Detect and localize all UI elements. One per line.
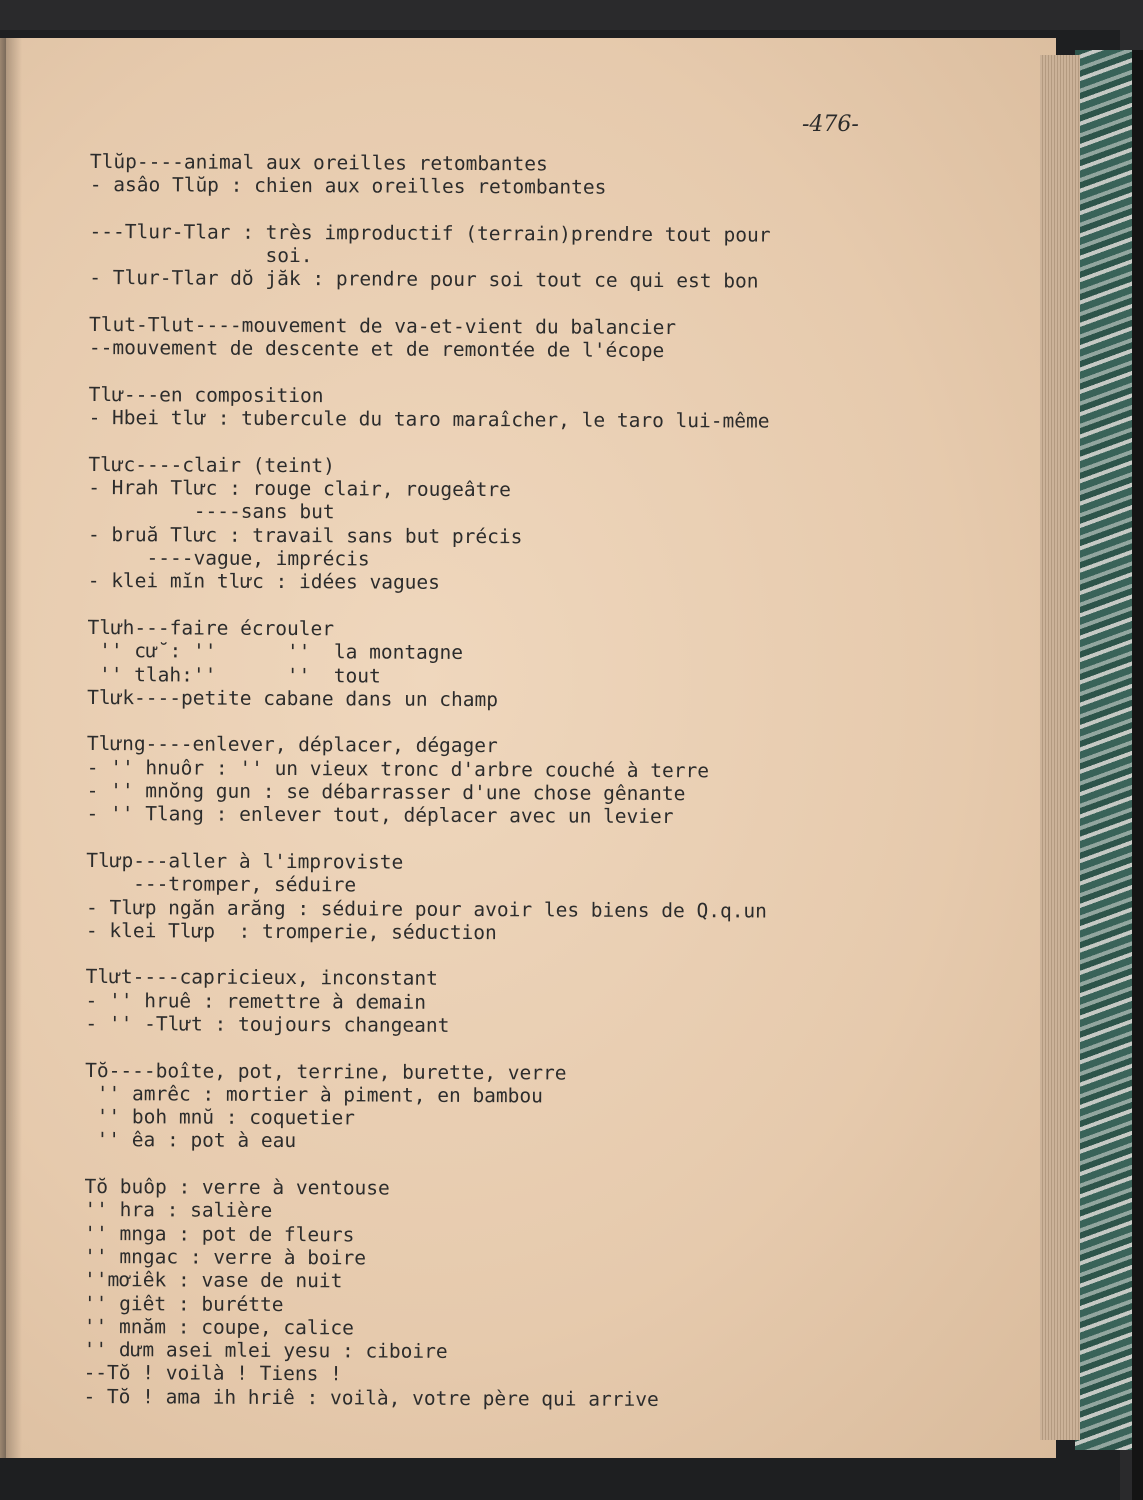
page-gutter: [0, 38, 22, 1458]
text-line: Tlŭp----animal aux oreilles retombantes: [89, 150, 548, 176]
typed-text-body: [83, 150, 770, 1412]
text-line: Tlưk----petite cabane dans un champ: [87, 685, 499, 711]
text-line: - klei Tlưp : tromperie, séduction: [85, 918, 497, 944]
text-line: - Tlur-Tlar dŏ jăk : prendre pour soi tout ce qui est bon: [89, 266, 759, 293]
text-line: Tlưt----capricieux, inconstant: [85, 965, 438, 991]
text-line: '' mngac : verre à boire: [84, 1244, 367, 1270]
text-line: - Hbei tlư : tubercule du taro maraîcher, le taro lui-même: [88, 406, 770, 433]
text-line: - Hrah Tlưc : rouge clair, rougeâtre: [88, 476, 511, 502]
text-line: soi.: [89, 243, 313, 268]
text-line: --mouvement de descente et de remontée de l'écope: [88, 336, 665, 363]
text-line: [90, 197, 771, 224]
text-line: Tŏ buôp : verre à ventouse: [84, 1175, 390, 1200]
text-line: Tlưh---faire écrouler: [87, 615, 335, 641]
page-stack-edge: [1040, 55, 1080, 1440]
cover-edge: [1132, 50, 1143, 1500]
text-line: - klei mĭn tlưc : idées vagues: [87, 569, 441, 595]
text-line: ---tromper, séduire: [86, 872, 357, 897]
text-line: '' dưm asei mlei yesu : ciboire: [83, 1338, 448, 1364]
text-line: Tlưc----clair (teint): [88, 452, 335, 478]
text-line: [89, 360, 770, 387]
text-line: [85, 1035, 766, 1062]
text-line: '' cư̆ : '' '' la montagne: [87, 639, 464, 665]
text-line: '' boh mnŭ : coquetier: [84, 1105, 356, 1130]
marbled-edge: [1075, 50, 1135, 1450]
text-line: [85, 1152, 766, 1179]
text-line: - '' Tlang : enlever tout, déplacer avec un levier: [86, 802, 674, 829]
text-line: - '' hruê : remettre à demain: [85, 988, 427, 1014]
text-line: '' mnga : pot de fleurs: [84, 1221, 355, 1247]
text-line: [89, 290, 770, 317]
text-line: Tlưng----enlever, déplacer, dégager: [86, 732, 498, 758]
text-line: [87, 709, 768, 736]
text-line: - '' mnŏng gun : se débarrasser d'une chose gênante: [86, 779, 686, 806]
text-line: [86, 826, 767, 853]
text-line: - Tŏ ! ama ih hriê : voilà, votre père qui arrive: [83, 1384, 659, 1411]
text-line: '' mnăm : coupe, calice: [83, 1314, 354, 1340]
text-line: [86, 942, 767, 969]
text-line: ''mơiêk : vase de nuit: [84, 1268, 343, 1293]
text-line: [88, 593, 769, 620]
text-line: Tlưp---aller à l'improviste: [86, 848, 404, 874]
text-line: - asâo Tlŭp : chien aux oreilles retombantes: [89, 173, 607, 200]
text-line: ----vague, imprécis: [87, 546, 370, 571]
text-line: '' amrêc : mortier à piment, en bambou: [85, 1081, 543, 1108]
text-line: - Tlưp ngăn arăng : séduire pour avoir les biens de Q.q.un: [85, 895, 768, 923]
text-line: Tlư---en composition: [88, 382, 324, 408]
text-line: - '' hnuôr : '' un vieux tronc d'arbre couché à terre: [86, 755, 710, 782]
text-line: '' êa : pot à eau: [84, 1128, 297, 1153]
text-line: Tŏ----boîte, pot, terrine, burette, verre: [85, 1058, 567, 1085]
text-line: '' giêt : burétte: [83, 1291, 284, 1316]
text-line: - '' -Tlưt : toujours changeant: [85, 1011, 450, 1037]
text-line: '' hra : salière: [84, 1198, 273, 1223]
page-number: -476-: [802, 112, 859, 137]
text-line: ---Tlur-Tlar : très improductif (terrain)prendre tout pour: [89, 219, 771, 247]
text-line: ----sans but: [88, 499, 335, 524]
text-line: --Tŏ ! voilà ! Tiens !: [83, 1361, 342, 1386]
text-line: '' tlah:'' '' tout: [87, 662, 381, 688]
text-line: Tlut-Tlut----mouvement de va-et-vient du balancier: [89, 313, 677, 340]
text-line: - bruă Tlưc : travail sans but précis: [87, 522, 523, 549]
